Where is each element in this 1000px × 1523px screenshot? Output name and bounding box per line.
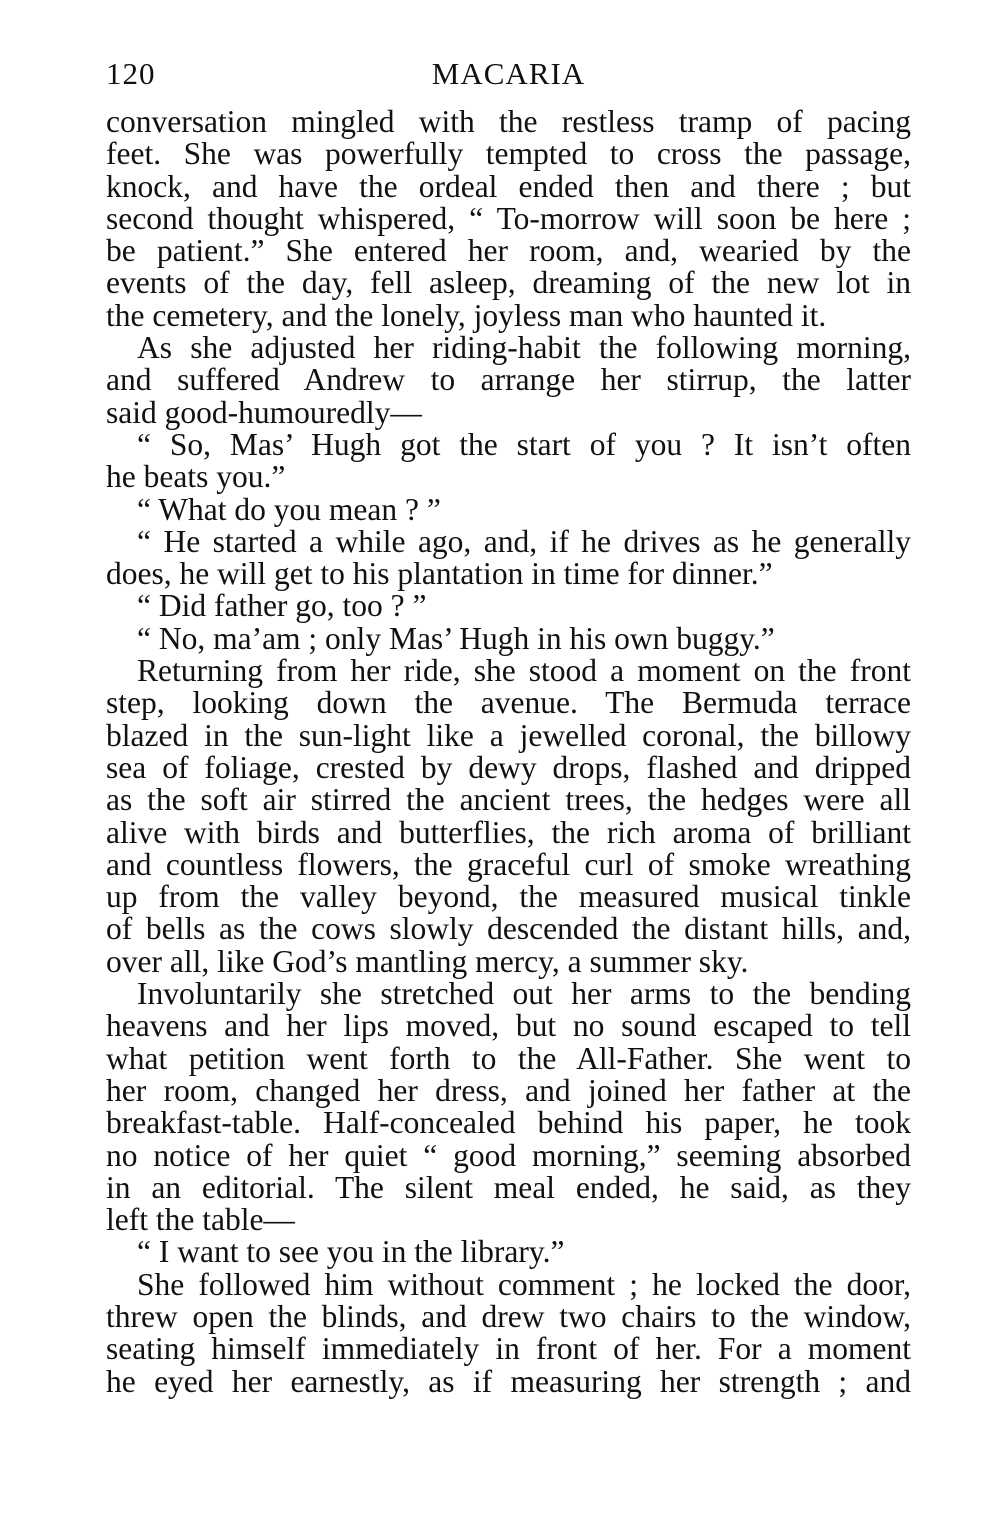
- text-line: heavens and her lips moved, but no sound escaped to tell: [106, 1008, 911, 1044]
- text-line: be patient.” She entered her room, and, wearied by the: [106, 233, 911, 269]
- text-line: “ Did father go, too ? ”: [137, 588, 427, 624]
- text-line: threw open the blinds, and drew two chairs to the window,: [106, 1298, 911, 1334]
- text-line: second thought whispered, “ To-morrow will soon be here ;: [106, 200, 911, 236]
- text-line: over all, like God’s mantling mercy, a summer sky.: [106, 943, 749, 979]
- text-line: feet. She was powerfully tempted to cross the passage,: [106, 136, 911, 172]
- text-line: step, looking down the avenue. The Bermuda terrace: [106, 685, 911, 721]
- text-line: her room, changed her dress, and joined her father at the: [106, 1072, 911, 1108]
- text-line: Involuntarily she stretched out her arms to the bending: [137, 976, 911, 1012]
- running-title: MACARIA: [431, 56, 586, 91]
- text-line: what petition went forth to the All-Father. She went to: [106, 1040, 911, 1076]
- text-line: seating himself immediately in front of her. For a moment: [106, 1331, 911, 1367]
- text-line: Returning from her ride, she stood a moment on the front: [137, 653, 911, 689]
- text-line: he eyed her earnestly, as if measuring her strength ; and: [106, 1363, 911, 1399]
- body-text: [106, 106, 911, 1398]
- text-line: of bells as the cows slowly descended the distant hills, and,: [106, 911, 911, 947]
- text-line: alive with birds and butterflies, the rich aroma of brilliant: [106, 814, 911, 850]
- text-line: said good-humouredly—: [106, 394, 422, 430]
- text-line: no notice of her quiet “ good morning,” seeming absorbed: [106, 1137, 911, 1173]
- text-line: and suffered Andrew to arrange her stirrup, the latter: [106, 362, 911, 398]
- text-line: the cemetery, and the lonely, joyless man who haunted it.: [106, 297, 827, 333]
- text-line: conversation mingled with the restless tramp of pacing: [106, 104, 911, 139]
- text-line: As she adjusted her riding-habit the following morning,: [137, 330, 911, 366]
- text-line: “ So, Mas’ Hugh got the start of you ? It isn’t often: [137, 426, 911, 462]
- text-line: left the table—: [106, 1202, 295, 1238]
- text-line: breakfast-table. Half-concealed behind his paper, he took: [106, 1105, 911, 1141]
- text-line: “ He started a while ago, and, if he drives as he generally: [137, 523, 911, 559]
- text-line: “ I want to see you in the library.”: [137, 1234, 565, 1270]
- page-number: 120: [106, 56, 156, 91]
- text-line: “ What do you mean ? ”: [137, 491, 441, 527]
- text-line: he beats you.”: [106, 459, 286, 495]
- text-line: events of the day, fell asleep, dreaming of the new lot in: [106, 265, 911, 301]
- text-line: and countless flowers, the graceful curl of smoke wreathing: [106, 846, 911, 882]
- text-line: does, he will get to his plantation in time for dinner.”: [106, 556, 773, 592]
- text-line: blazed in the sun-light like a jewelled coronal, the billowy: [106, 717, 911, 753]
- text-line: up from the valley beyond, the measured musical tinkle: [106, 879, 911, 915]
- text-line: knock, and have the ordeal ended then and there ; but: [106, 168, 911, 204]
- text-line: sea of foliage, crested by dewy drops, flashed and dripped: [106, 749, 911, 785]
- text-line: She followed him without comment ; he locked the door,: [137, 1266, 911, 1302]
- text-line: “ No, ma’am ; only Mas’ Hugh in his own buggy.”: [137, 620, 775, 656]
- text-line: in an editorial. The silent meal ended, he said, as they: [106, 1169, 911, 1205]
- page-header: [106, 54, 911, 94]
- text-line: as the soft air stirred the ancient trees, the hedges were all: [106, 782, 911, 818]
